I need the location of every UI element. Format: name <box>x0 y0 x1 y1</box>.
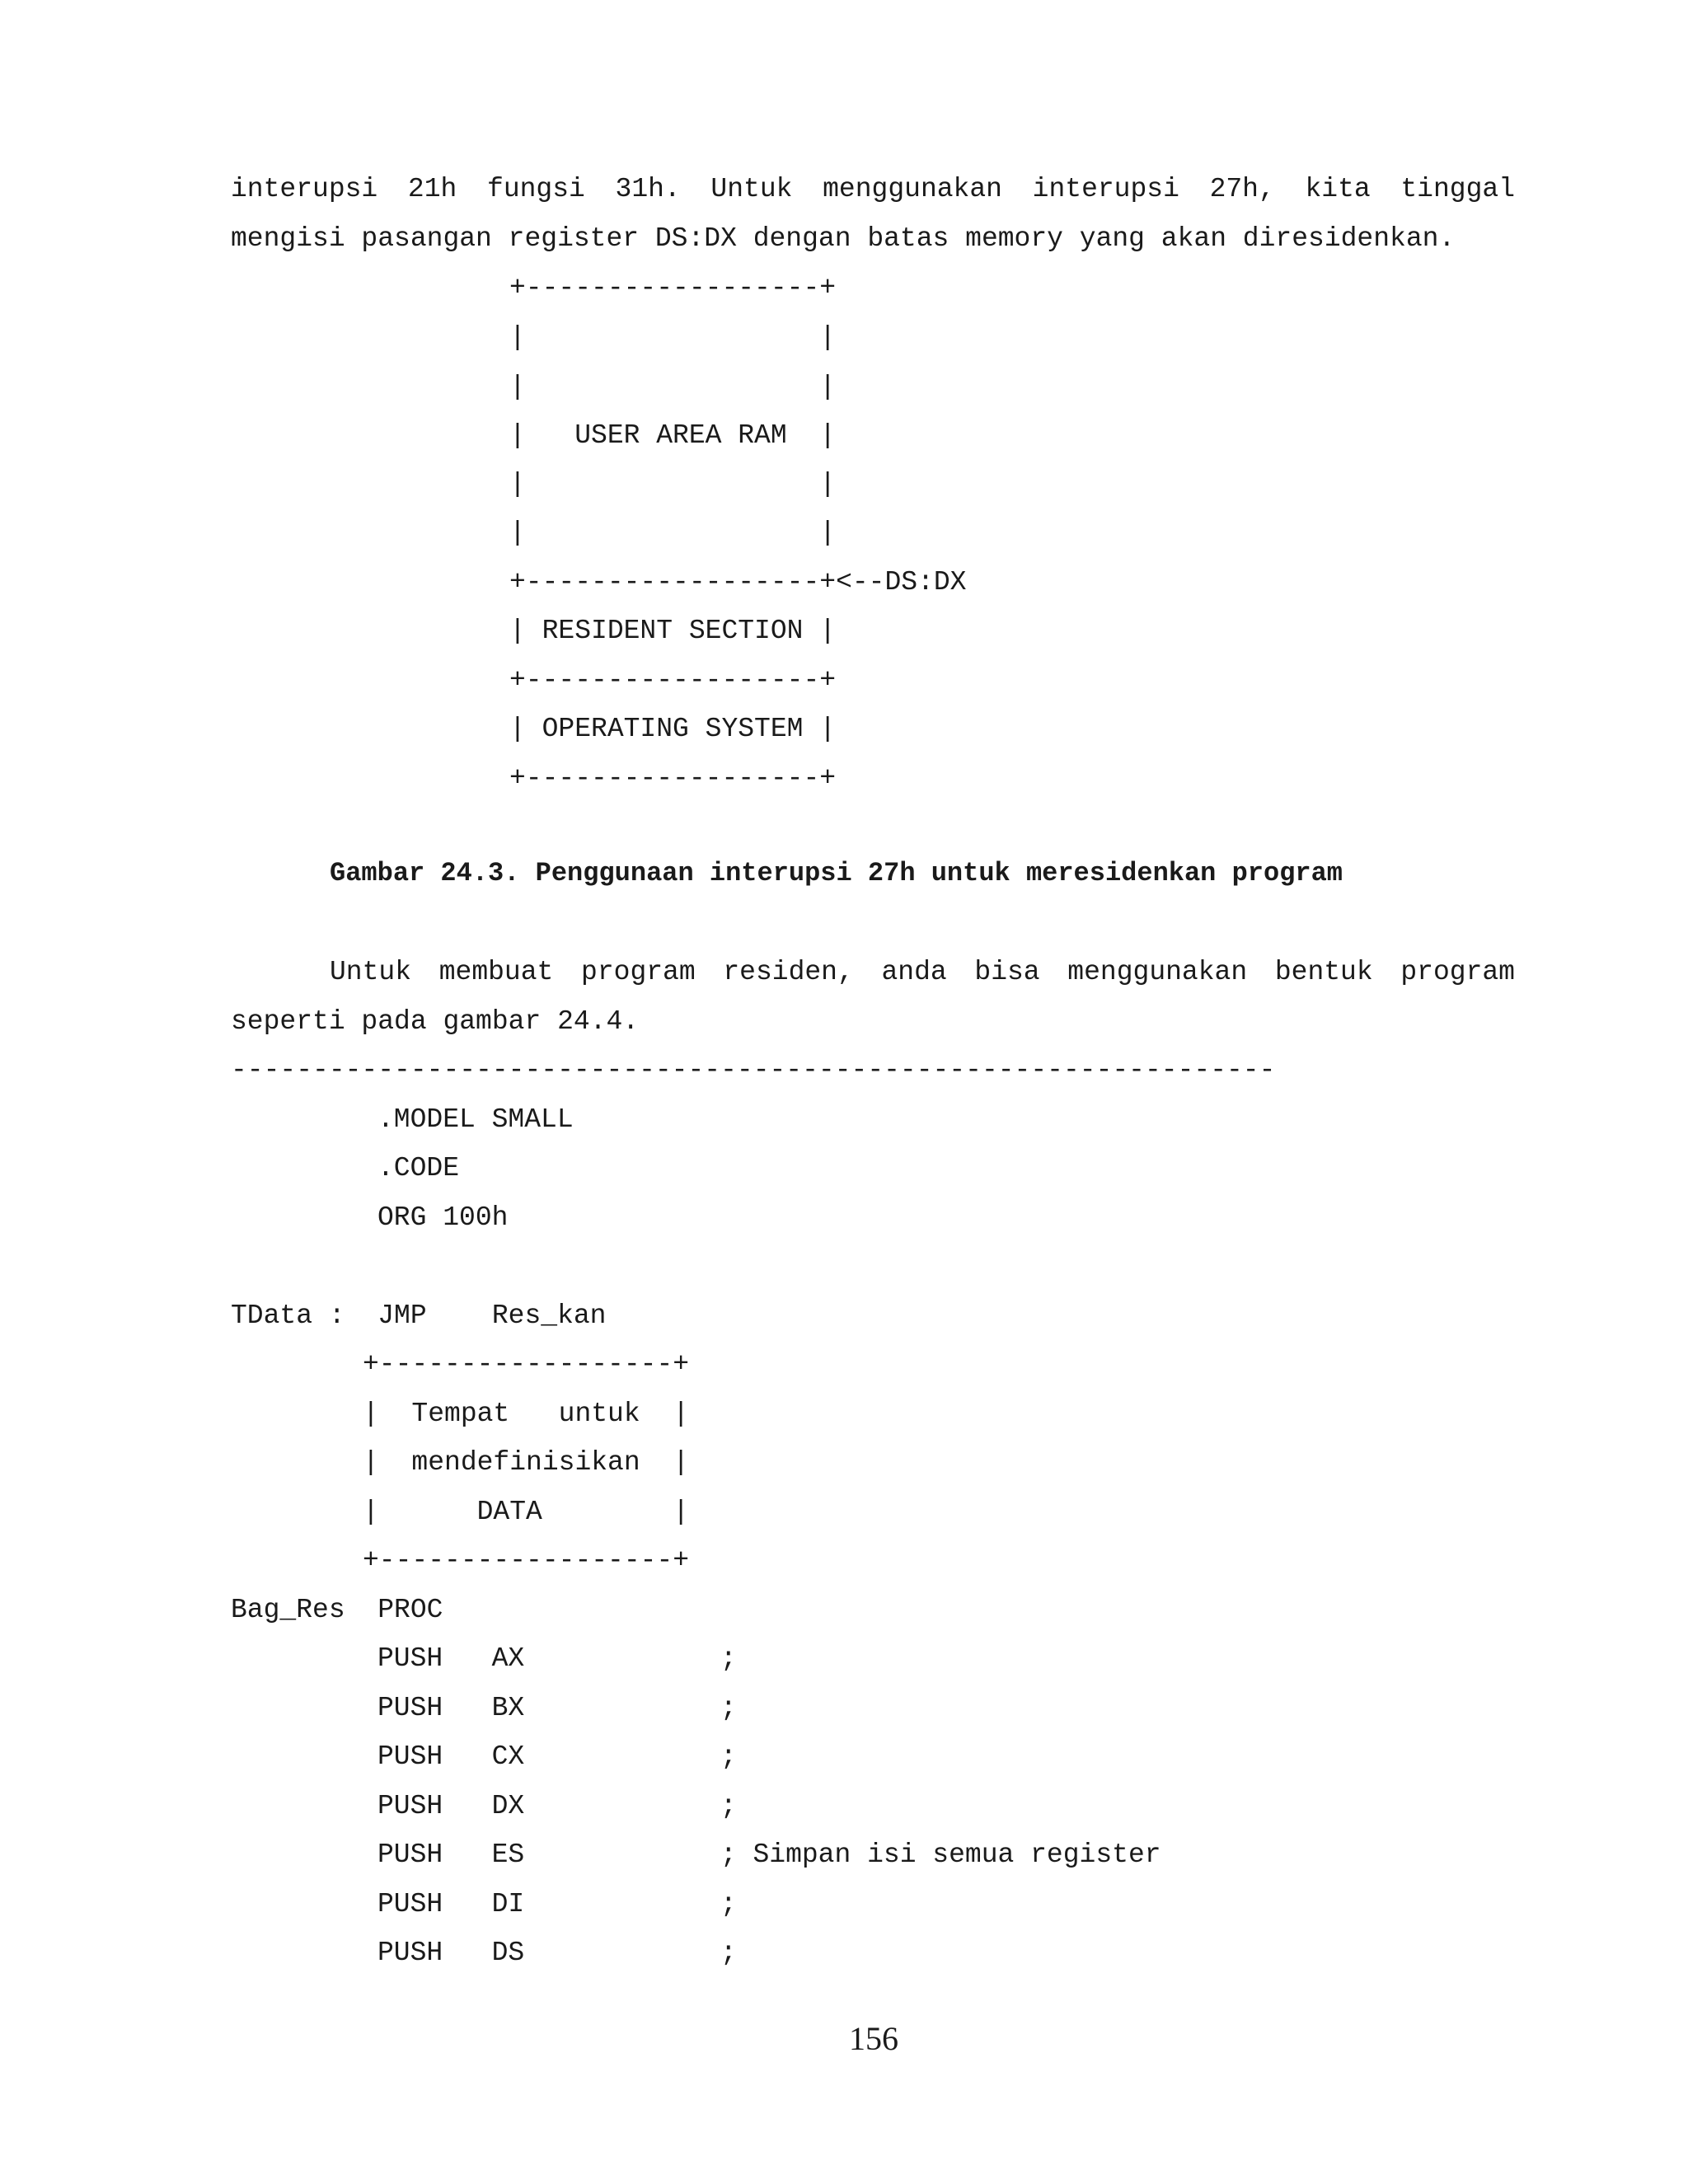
separator-line: ---------------------------------------------------------------- <box>231 1055 1276 1085</box>
code-push-line: PUSH DS ; <box>377 1938 737 1968</box>
paragraph-1-line-1: interupsi 21h fungsi 31h. Untuk menggunakan interupsi 27h, kita tinggal <box>231 174 1515 204</box>
paragraph-2-line-2: seperti pada gambar 24.4. <box>231 1006 640 1037</box>
page-number: 156 <box>849 2020 898 2057</box>
code-push-line: PUSH CX ; <box>377 1741 737 1772</box>
diagram-line: | | <box>509 518 837 548</box>
code-directive: .MODEL SMALL <box>377 1104 574 1135</box>
code-push-line: PUSH BX ; <box>377 1693 737 1723</box>
code-push-line: PUSH DX ; <box>377 1791 737 1821</box>
data-box-line: | mendefinisikan | <box>363 1447 690 1478</box>
data-box-line: +------------------+ <box>363 1545 690 1576</box>
code-push-line: PUSH DI ; <box>377 1889 737 1919</box>
diagram-operating-system: | OPERATING SYSTEM | <box>509 714 837 744</box>
diagram-line: | | <box>509 372 837 402</box>
code-proc-line: Bag_Res PROC <box>231 1595 443 1625</box>
diagram-resident-section: | RESIDENT SECTION | <box>509 616 837 646</box>
code-push-line: PUSH ES ; Simpan isi semua register <box>377 1840 1161 1870</box>
diagram-ds-dx-pointer: +------------------+<--DS:DX <box>509 567 967 598</box>
data-box-line: | DATA | <box>363 1497 690 1527</box>
data-box-line: | Tempat untuk | <box>363 1399 690 1429</box>
code-tdata-line: TData : JMP Res_kan <box>231 1301 607 1331</box>
code-directive: .CODE <box>377 1153 460 1183</box>
diagram-line: +------------------+ <box>509 763 837 794</box>
data-box-line: +------------------+ <box>363 1349 690 1380</box>
paragraph-1-line-2: mengisi pasangan register DS:DX dengan batas memory yang akan diresidenkan. <box>231 223 1456 254</box>
diagram-line: | | <box>509 322 837 353</box>
diagram-line: +------------------+ <box>509 273 837 303</box>
code-directive: ORG 100h <box>377 1202 509 1233</box>
figure-caption: Gambar 24.3. Penggunaan interupsi 27h untuk meresidenkan program <box>330 858 1343 888</box>
paragraph-2-line-1: Untuk membuat program residen, anda bisa menggunakan bentuk program <box>330 957 1515 987</box>
code-push-line: PUSH AX ; <box>377 1643 737 1674</box>
diagram-line: +------------------+ <box>509 665 837 696</box>
diagram-user-area-ram: | USER AREA RAM | <box>509 420 837 451</box>
diagram-line: | | <box>509 469 837 499</box>
